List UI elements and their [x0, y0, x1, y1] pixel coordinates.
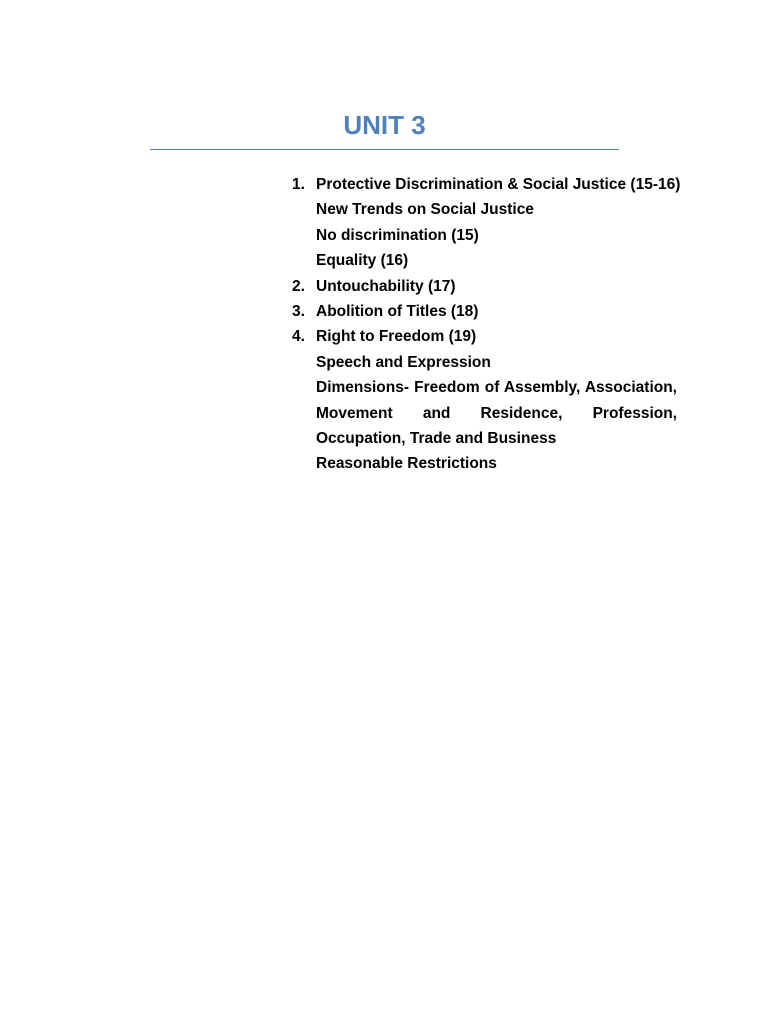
item-subline: Equality (16) [316, 252, 409, 270]
item-number: 3. [292, 303, 305, 321]
item-heading: Untouchability (17) [316, 277, 456, 295]
list-item [288, 274, 677, 299]
item-heading: Protective Discrimination & Social Justice (15-16) [316, 176, 681, 193]
item-number: 4. [292, 328, 305, 346]
item-dimensions: Dimensions- Freedom of Assembly, Association, Movement and Residence, Profession, Occupation, Trade and Business [316, 379, 677, 448]
title-divider [150, 149, 619, 150]
list-item [288, 299, 677, 324]
list-item [288, 172, 681, 274]
item-subline: No discrimination (15) [316, 226, 479, 244]
item-heading: Abolition of Titles (18) [316, 303, 479, 321]
unit-title: UNIT 3 [343, 110, 426, 140]
item-number: 1. [292, 176, 305, 193]
topic-list [288, 172, 681, 477]
item-subline: Speech and Expression [316, 353, 491, 371]
item-subline: New Trends on Social Justice [316, 201, 534, 219]
list-item [288, 324, 677, 476]
item-number: 2. [292, 277, 305, 295]
item-heading: Right to Freedom (19) [316, 328, 477, 346]
item-subline: Reasonable Restrictions [316, 455, 497, 473]
